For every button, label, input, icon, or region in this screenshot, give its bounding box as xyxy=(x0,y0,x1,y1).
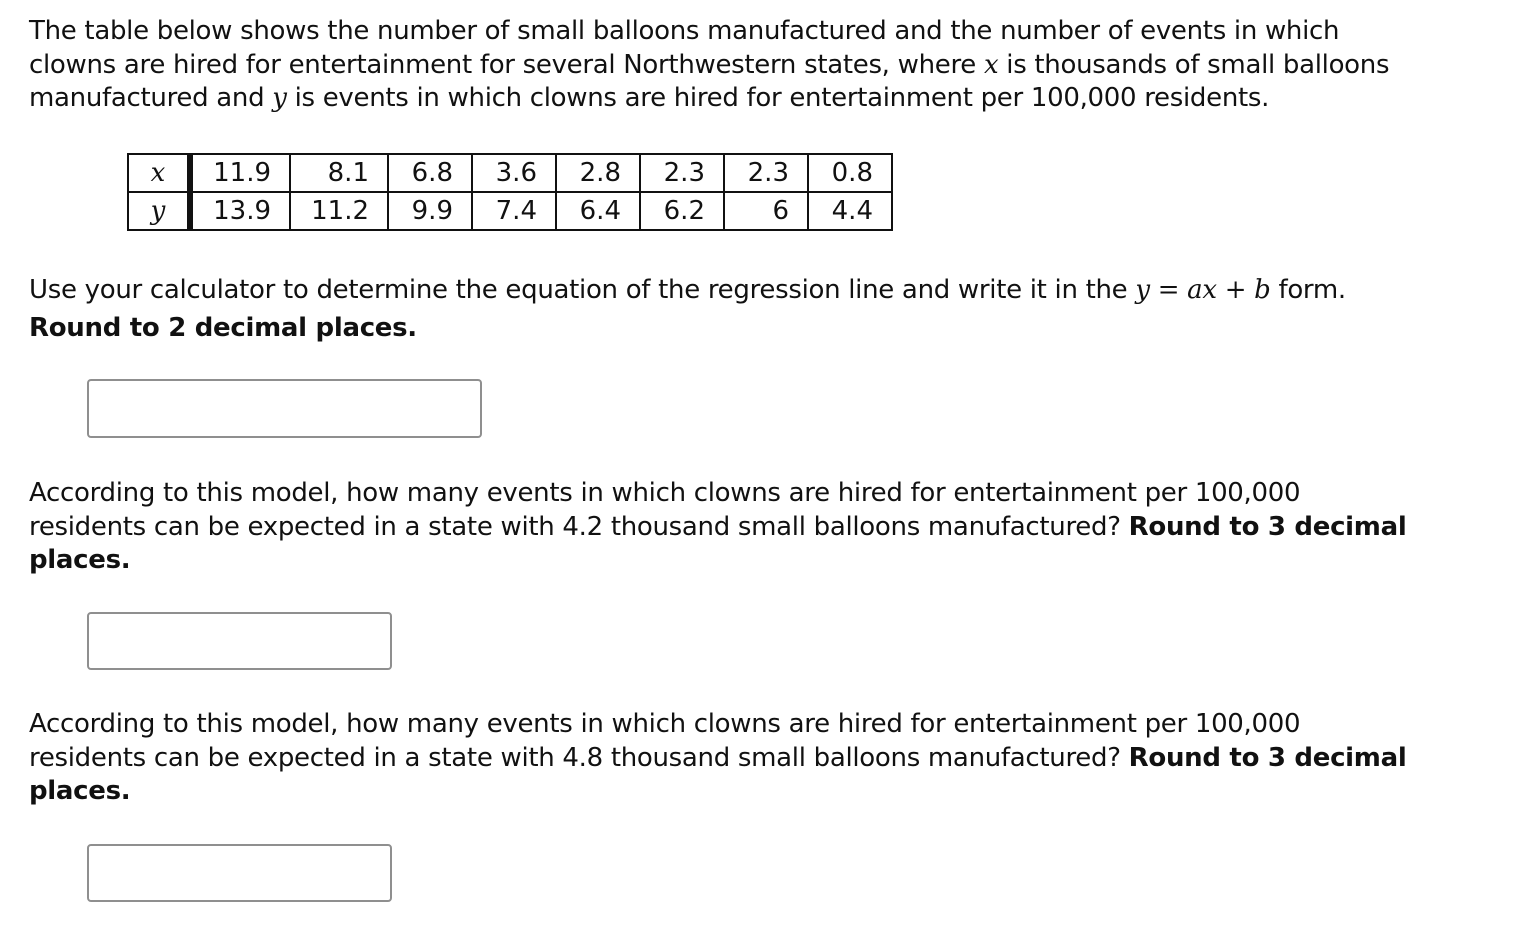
x-variable: x xyxy=(983,49,999,80)
table-cell: 11.2 xyxy=(290,192,388,230)
equation-y: y xyxy=(1135,275,1150,305)
table-cell: 2.8 xyxy=(556,154,640,192)
question-2-line-2 xyxy=(29,511,1406,545)
intro-line-2-text-a: clowns are hired for entertainment for several Northwestern states, where xyxy=(29,49,984,80)
prediction-4-2-input[interactable] xyxy=(87,612,392,670)
table-row-x xyxy=(128,154,892,192)
question-3-instruction-b: places. xyxy=(29,776,131,806)
regression-equation-input[interactable] xyxy=(87,379,482,438)
intro-line-1: The table below shows the number of small balloons manufactured and the number of events in which xyxy=(29,16,1340,46)
question-1-text xyxy=(29,271,1346,347)
equation-equals: = xyxy=(1149,275,1188,305)
question-1-text-a: Use your calculator to determine the equation of the regression line and write it in the xyxy=(29,275,1136,305)
question-3-text xyxy=(29,708,1406,809)
question-1-line-1 xyxy=(29,271,1346,309)
question-1-instruction: Round to 2 decimal places. xyxy=(29,313,417,343)
table-cell: 3.6 xyxy=(472,154,556,192)
intro-line-2 xyxy=(29,49,1389,83)
question-1-text-b: form. xyxy=(1270,275,1346,305)
table-cell: 7.4 xyxy=(472,192,556,230)
prediction-4-8-input[interactable] xyxy=(87,844,392,902)
question-2-text-a: residents can be expected in a state with 4.2 thousand small balloons manufactured? xyxy=(29,511,1129,542)
intro-line-3-text-b: is events in which clowns are hired for entertainment per 100,000 residents. xyxy=(286,83,1270,113)
data-table xyxy=(127,153,893,231)
table-cell: 4.4 xyxy=(808,192,892,230)
question-2-instruction-a: Round to 3 decimal xyxy=(1128,511,1407,542)
table-cell: 0.8 xyxy=(808,154,892,192)
question-3-line-1: According to this model, how many events in which clowns are hired for entertainment per 100,000 xyxy=(29,709,1301,739)
table-cell: 6.8 xyxy=(388,154,472,192)
intro-line-3 xyxy=(29,82,1389,116)
table-cell: 2.3 xyxy=(640,154,724,192)
question-3-text-a: residents can be expected in a state with 4.8 thousand small balloons manufactured? xyxy=(29,742,1129,773)
question-3-line-2 xyxy=(29,742,1406,776)
question-2-instruction-b: places. xyxy=(29,545,131,575)
table-row-y xyxy=(128,192,892,230)
intro-line-2-text-b: is thousands of small balloons xyxy=(998,49,1390,80)
table-cell: 9.9 xyxy=(388,192,472,230)
table-cell: 2.3 xyxy=(724,154,808,192)
question-2-text xyxy=(29,477,1406,578)
equation-plus: + xyxy=(1216,275,1255,305)
intro-line-3-text-a: manufactured and xyxy=(29,83,273,113)
y-variable: y xyxy=(272,83,287,113)
equation-ax: ax xyxy=(1187,275,1217,305)
table-cell: 13.9 xyxy=(190,192,290,230)
table-cell: 6.2 xyxy=(640,192,724,230)
table-cell: 11.9 xyxy=(190,154,290,192)
table-cell: 6.4 xyxy=(556,192,640,230)
question-2-line-1: According to this model, how many events in which clowns are hired for entertainment per 100,000 xyxy=(29,478,1301,508)
intro-paragraph xyxy=(29,15,1389,116)
row-header-y: y xyxy=(128,192,190,230)
table-cell: 8.1 xyxy=(290,154,388,192)
equation-b: b xyxy=(1254,275,1271,305)
table-cell: 6 xyxy=(724,192,808,230)
question-3-instruction-a: Round to 3 decimal xyxy=(1128,742,1407,773)
row-header-x: x xyxy=(128,154,190,192)
